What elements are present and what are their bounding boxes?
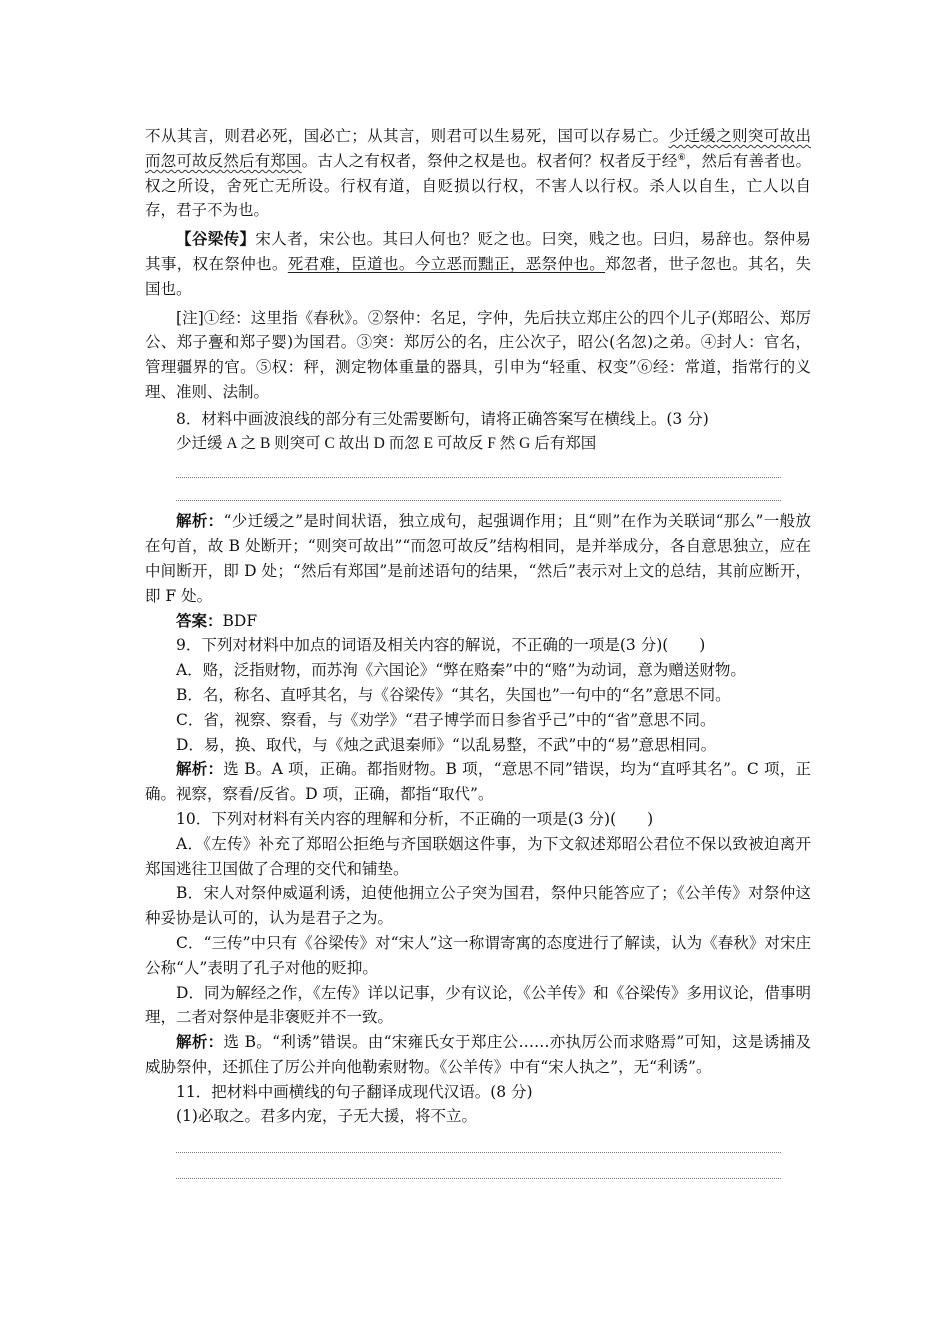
q9-option-d: D．易，换、取代，与《烛之武退秦师》“以乱易整，不武”中的“易”意思相同。 <box>176 735 717 754</box>
answer-text: BDF <box>222 611 258 630</box>
answer-line <box>176 499 781 501</box>
q10-option-c: C．“三传”中只有《谷梁传》对“宋人”这一称谓寄寓的态度进行了解读，认为《春秋》对宋庄公称“人”表明了孔子对他的贬抑。 <box>145 933 811 977</box>
analysis-label: 解析： <box>176 1032 224 1052</box>
q10-option-d: D．同为解经之作，《左传》详以记事，少有议论，《公羊传》和《谷梁传》多用议论，借事明理，二者对祭仲是非褒贬并不一致。 <box>145 983 811 1027</box>
passage-text: 宋人者，宋公也。其曰人何也？贬之也。曰突，贱之也。曰归，易辞也。祭仲易其事，权在祭仲也。 <box>145 230 811 273</box>
notes-paragraph <box>145 306 811 405</box>
source-label: 【谷梁传】 <box>176 229 256 249</box>
analysis-text: “少迁缓之”是时间状语，独立成句，起强调作用；且“则”在作为关联词“那么”一般放在句首，故 B 处断开；“则突可故出”“而忽可故反”结构相同，是并举成分，各自意思独立，应在中间断开，即 D 处；“然后有郑国”是前述语句的结果，“然后”表示对上文的总结，其前应断开，即 F 处。 <box>145 512 811 605</box>
q8-options: 少迁缓 A 之 B 则突可 C 故出 D 而忽 E 可故反 F 然 G 后有郑国 <box>176 434 597 452</box>
notes-label: [注] <box>176 308 204 327</box>
q10-option-b: B．宋人对祭仲威逼利诱，迫使他拥立公子突为国君，祭仲只能答应了；《公羊传》对祭仲这种妥协是认可的，认为是君子之为。 <box>145 884 811 928</box>
passage-text: ，然后有善者也。权之所设，舍死亡无所设。行权有道，自贬损以行权，不害人以行权。杀人以自生，亡人以自存，君子不为也。 <box>145 151 811 220</box>
wavy-underlined-text: 少迁缓之则突可故出而忽可故反然后有郑国 <box>145 127 811 170</box>
passage-text: 古人之有权者，祭仲之权是也。权者何？权者反于经 <box>317 151 678 170</box>
q8-answer <box>145 609 811 634</box>
analysis-text: 选 B。A 项，正确。都指财物。B 项，“意思不同”错误，均为“直呼其名”。C 项，正确。视察，察看/反省。D 项，正确，都指“取代”。 <box>145 760 811 804</box>
q10-option-a: A．《左传》补充了郑昭公拒绝与齐国联姻这件事，为下文叙述郑昭公君位不保以致被迫离开郑国逃往卫国做了合理的交代和铺垫。 <box>145 834 811 878</box>
analysis-text: 选 B。“利诱”错误。由“宋雍氏女于郑庄公……亦执厉公而求赂焉”可知，这是诱捕及威胁祭仲，还抓住了厉公并向他勒索财物。《公羊传》中有“宋人执之”，无“利诱”。 <box>145 1033 811 1076</box>
q8-analysis <box>145 509 811 608</box>
q9-analysis <box>145 757 811 807</box>
question-9: 9．下列对材料中加点的词语及相关内容的解说，不正确的一项是(3 分)( ) <box>176 636 706 655</box>
passage-text: 郑忽者，世子忽也。其名，失国也。 <box>145 254 811 298</box>
notes-text: ①经：这里指《春秋》。②祭仲：名足，字仲，先后扶立郑庄公的四个儿子(郑昭公、郑厉公、郑子亹和郑子婴)为国君。③突：郑厉公的名，庄公次子，昭公(名忽)之弟。④封人：官名，管理疆界的官。⑤权：秤，测定物体重量的器具，引申为“轻重、权变”⑥经：常道，指常行的义理、准则、法制。 <box>145 308 811 401</box>
footnote-marker: ⑥ <box>677 152 686 163</box>
q9-option-c: C．省，视察、察看，与《劝学》“君子博学而日参省乎己”中的“省”意思不同。 <box>176 710 716 729</box>
document-page <box>145 120 811 1179</box>
q11-item-1: (1)必取之。君多内宠，子无大援，将不立。 <box>176 1107 477 1126</box>
q9-option-b: B．名，称名、直呼其名，与《谷梁传》“其名，失国也”一句中的“名”意思不同。 <box>176 685 731 704</box>
passage-paragraph-1 <box>145 124 811 223</box>
passage-paragraph-2 <box>145 227 811 301</box>
passage-text: 不从其言，则君必死，国必亡；从其言，则君可以生易死，国可以存易亡。 <box>145 127 669 145</box>
answer-line <box>176 1151 781 1153</box>
analysis-label: 解析： <box>176 511 224 531</box>
answer-label: 答案： <box>176 610 223 630</box>
analysis-label: 解析： <box>176 759 224 779</box>
question-11: 11．把材料中画横线的句子翻译成现代汉语。(8 分) <box>176 1082 533 1101</box>
question-8: 8．材料中画波浪线的部分有三处需要断句，请将正确答案写在横线上。(3 分) <box>176 409 709 428</box>
answer-line <box>176 1177 781 1179</box>
underlined-text: 死君难，臣道也。今立恶而黜正，恶祭仲也。 <box>287 254 606 273</box>
q10-analysis <box>145 1030 811 1080</box>
question-10: 10．下列对材料有关内容的理解和分析，不正确的一项是(3 分)( ) <box>176 809 654 828</box>
punctuation: 。 <box>301 151 318 170</box>
answer-line <box>176 476 781 478</box>
q9-option-a: A．赂，泛指财物，而苏洵《六国论》“弊在赂秦”中的“赂”为动词，意为赠送财物。 <box>176 661 746 680</box>
